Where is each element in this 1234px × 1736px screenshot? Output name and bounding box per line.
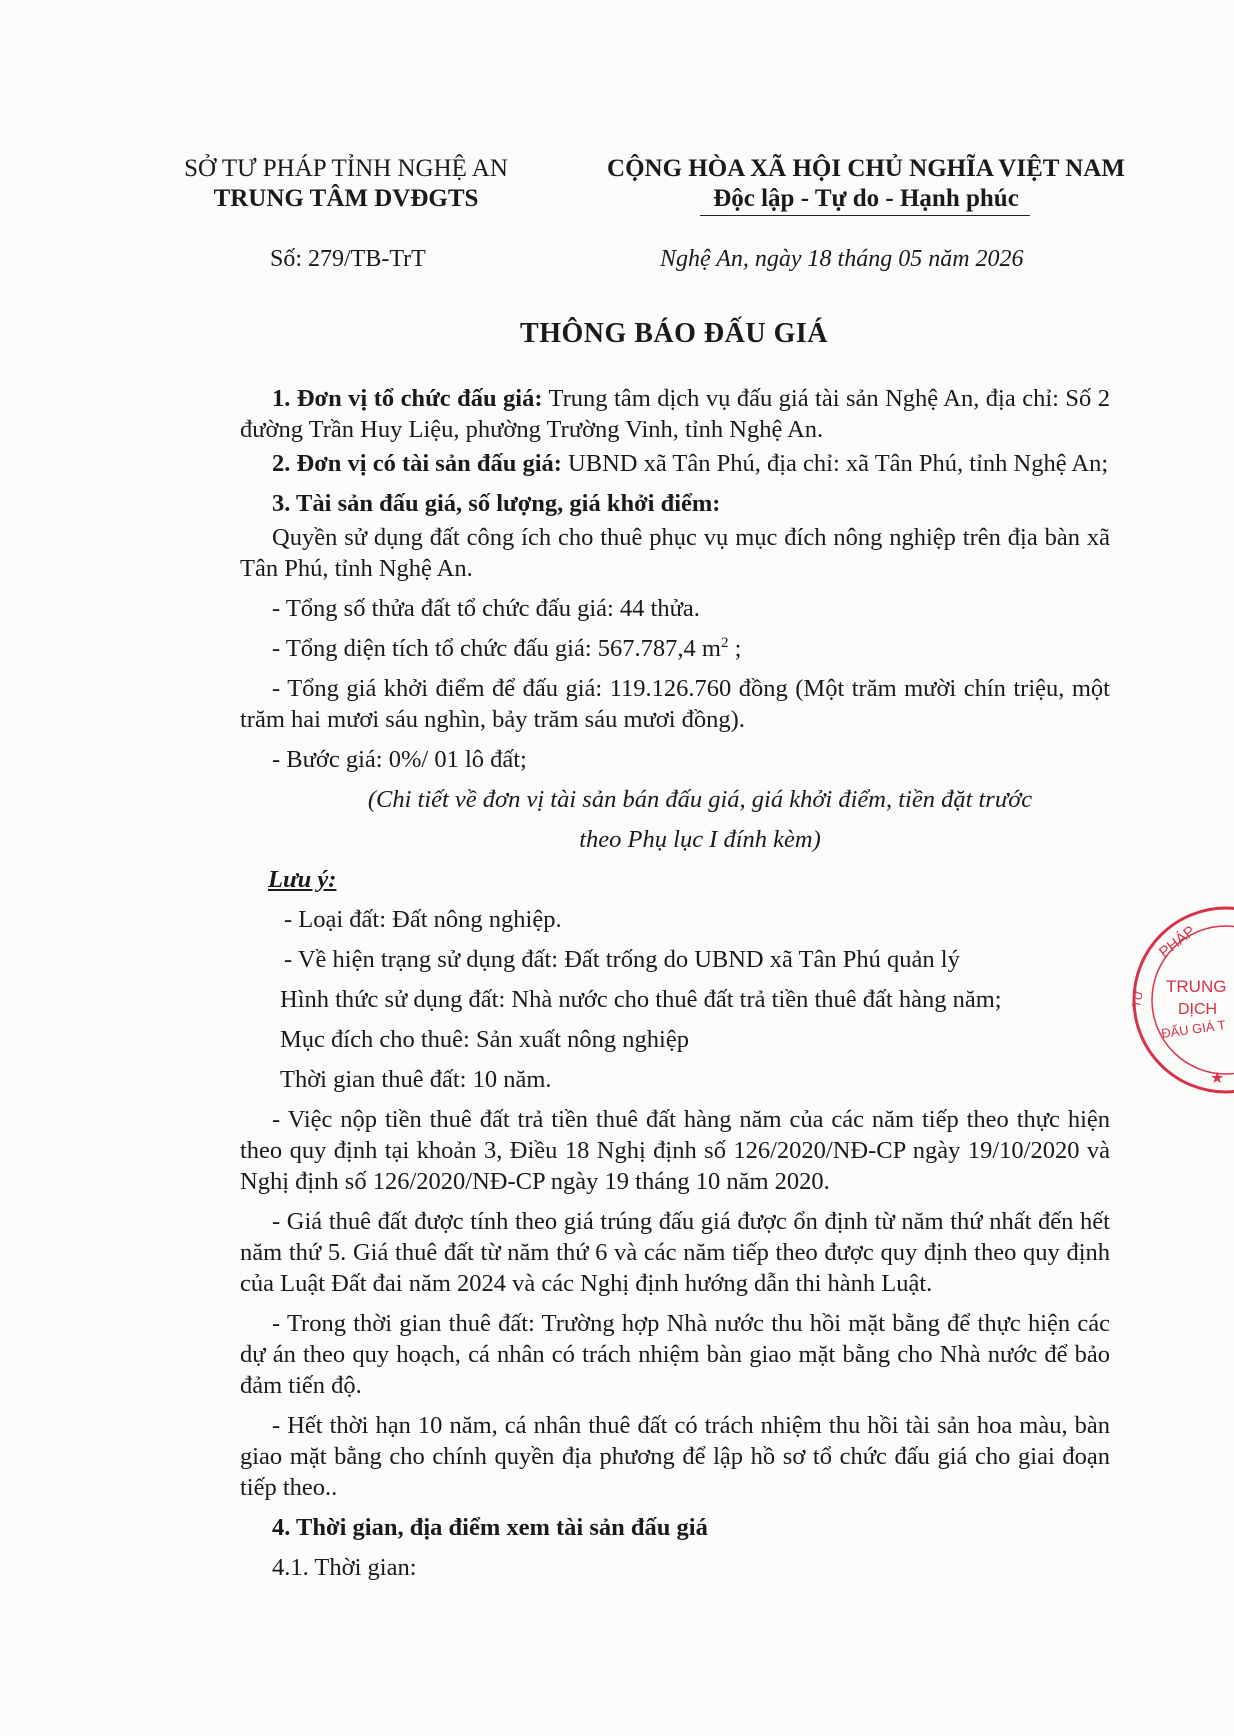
appendix-note-line1: (Chi tiết về đơn vị tài sản bán đấu giá, giá khởi điểm, tiền đặt trước [367, 786, 1033, 813]
agency-parent: SỞ TƯ PHÁP TỈNH NGHỆ AN [184, 155, 508, 182]
note-lease-purpose: Mục đích cho thuê: Sản xuất nông nghiệp [280, 1026, 689, 1053]
country-name: CỘNG HÒA XÃ HỘI CHỦ NGHĨA VIỆT NAM [607, 155, 1125, 182]
total-area-text: - Tổng diện tích tổ chức đấu giá: 567.787,4 m [272, 635, 721, 662]
section-3-heading: 3. Tài sản đấu giá, số lượng, giá khởi điểm: [272, 490, 721, 517]
section-4-1: 4.1. Thời gian: [272, 1554, 417, 1581]
note-lease-term: Thời gian thuê đất: 10 năm. [280, 1066, 552, 1093]
bid-step: - Bước giá: 0%/ 01 lô đất; [272, 746, 527, 773]
section-1-text: Trung tâm dịch vụ đấu giá tài sản Nghệ An, địa chỉ: Số 2 đường Trần Huy Liệu, phường Trường Vinh, tỉnh Nghệ An. [240, 385, 1110, 443]
document-body [240, 383, 1110, 1583]
note-heading: Lưu ý: [268, 866, 337, 893]
section-3-description: Quyền sử dụng đất công ích cho thuê phục vụ mục đích nông nghiệp trên địa bàn xã Tân Phú, tỉnh Nghệ An. [240, 524, 1110, 582]
total-area [240, 633, 1110, 664]
area-unit-exponent: 2 [720, 634, 729, 651]
note-land-status: - Về hiện trạng sử dụng đất: Đất trống do UBND xã Tân Phú quản lý [284, 946, 960, 973]
national-motto [596, 154, 1136, 214]
note-land-type: - Loại đất: Đất nông nghiệp. [284, 906, 562, 933]
section-4-heading: 4. Thời gian, địa điểm xem tài sản đấu giá [272, 1514, 708, 1541]
note-usage-form: Hình thức sử dụng đất: Nhà nước cho thuê đất trả tiền thuê đất hàng năm; [280, 986, 1002, 1013]
plot-count: - Tổng số thửa đất tổ chức đấu giá: 44 thửa. [272, 595, 700, 622]
stamp-text-dich: DỊCH [1178, 1001, 1218, 1018]
agency-name [160, 154, 532, 214]
total-area-suffix: ; [728, 635, 742, 662]
motto-underline [700, 215, 1030, 216]
section-1-label: 1. Đơn vị tổ chức đấu giá: [272, 385, 543, 412]
document-title: THÔNG BÁO ĐẤU GIÁ [520, 318, 828, 349]
stamp-text-trung: TRUNG [1166, 977, 1227, 996]
document-number: Số: 279/TB-TrT [270, 246, 426, 272]
section-1 [240, 383, 1110, 445]
agency-unit: TRUNG TÂM DVĐGTS [213, 185, 479, 212]
stamp-text-phap: PHÁP [1155, 922, 1199, 962]
paragraph-payment: - Việc nộp tiền thuê đất trả tiền thuê đất hàng năm của các năm tiếp theo thực hiện theo quy định tại khoản 3, Điều 18 Nghị định số 126/2020/NĐ-CP ngày 19/10/2020 và Nghị định số 126/2020/NĐ-CP ngày 19 tháng 10 năm 2020. [240, 1106, 1110, 1195]
stamp-text-dau-gia: ĐẤU GIÁ T [1160, 1017, 1227, 1041]
appendix-note-line2: theo Phụ lục I đính kèm) [579, 826, 821, 853]
stamp-text-tu: TƯ [1129, 988, 1147, 1009]
paragraph-recovery: - Trong thời gian thuê đất: Trường hợp Nhà nước thu hồi mặt bằng để thực hiện các dự án theo quy hoạch, cá nhân có trách nhiệm bàn giao mặt bằng cho Nhà nước để bảo đảm tiến độ. [240, 1310, 1110, 1399]
motto: Độc lập - Tự do - Hạnh phúc [713, 185, 1019, 212]
red-seal-stamp [1126, 900, 1234, 1100]
starting-price: - Tổng giá khởi điểm để đấu giá: 119.126.760 đồng (Một trăm mười chín triệu, một trăm hai mươi sáu nghìn, bảy trăm sáu mươi đồng). [240, 675, 1110, 733]
stamp-star: ★ [1210, 1070, 1225, 1087]
paragraph-term-end: - Hết thời hạn 10 năm, cá nhân thuê đất có trách nhiệm thu hồi tài sản hoa màu, bàn giao mặt bằng cho chính quyền địa phương để lập hồ sơ tổ chức đấu giá cho giai đoạn tiếp theo.. [240, 1412, 1110, 1501]
section-2 [240, 448, 1110, 479]
section-2-label: 2. Đơn vị có tài sản đấu giá: [272, 450, 562, 477]
place-date: Nghệ An, ngày 18 tháng 05 năm 2026 [660, 246, 1024, 272]
section-2-text: UBND xã Tân Phú, địa chỉ: xã Tân Phú, tỉnh Nghệ An; [561, 450, 1109, 477]
paragraph-lease-price: - Giá thuê đất được tính theo giá trúng đấu giá được ổn định từ năm thứ nhất đến hết năm thứ 5. Giá thuê đất từ năm thứ 6 và các năm tiếp theo được quy định theo quy định của Luật Đất đai năm 2024 và các Nghị định hướng dẫn thi hành Luật. [240, 1208, 1110, 1297]
